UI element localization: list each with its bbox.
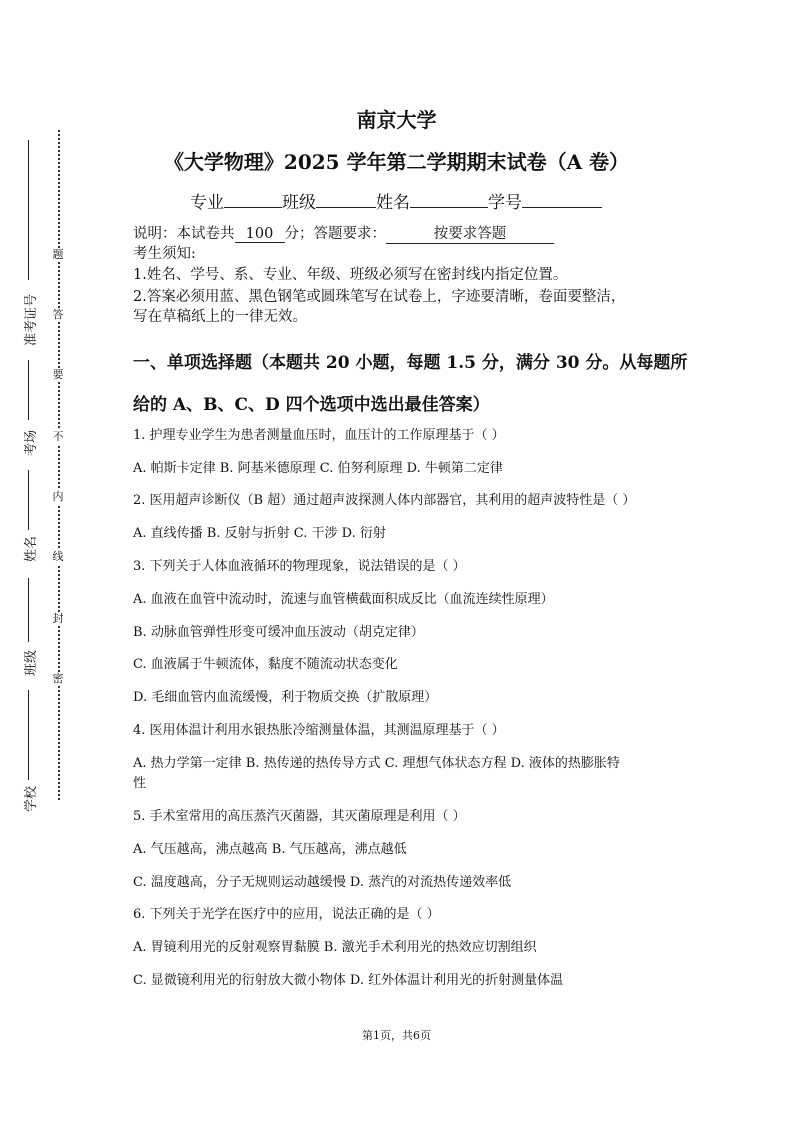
question-stem: 1. 护理专业学生为患者测量血压时，血压计的工作原理基于（ ） — [133, 428, 505, 443]
student-id-blank[interactable] — [522, 191, 602, 208]
page-footer: 第1页，共6页 — [362, 1029, 431, 1042]
exam-instructions — [133, 222, 554, 244]
seal-char: 题 — [52, 248, 64, 261]
question-options: A. 直线传播 B. 反射与折射 C. 干涉 D. 衍射 — [133, 526, 386, 541]
total-score: 100 — [235, 226, 285, 243]
seal-char: 密 — [52, 672, 64, 685]
seal-char: 内 — [52, 490, 64, 503]
binding-blank-name[interactable] — [28, 470, 29, 530]
question-stem: 5. 手术室常用的高压蒸汽灭菌器，其灭菌原理是利用（ ） — [133, 809, 466, 824]
binding-blank-class[interactable] — [28, 578, 29, 642]
seal-char: 线 — [52, 550, 64, 563]
student-info-row — [190, 188, 602, 213]
question-stem: 4. 医用体温计利用水银热胀冷缩测量体温，其测温原理基于（ ） — [133, 723, 505, 738]
question-options: A. 气压越高，沸点越高 B. 气压越高，沸点越低 — [133, 842, 407, 857]
answer-requirement: 按要求答题 — [386, 222, 554, 244]
question-options: C. 血液属于牛顿流体，黏度不随流动状态变化 — [133, 657, 398, 672]
info-label-class: 班级 — [282, 193, 316, 213]
binding-blank-exam-room[interactable] — [28, 360, 29, 420]
question-options: A. 帕斯卡定律 B. 阿基米德原理 C. 伯努利原理 D. 牛顿第二定律 — [133, 461, 503, 476]
question-options: A. 胃镜利用光的反射观察胃黏膜 B. 激光手术利用光的热效应切割组织 — [133, 940, 537, 955]
info-label-student-id: 学号 — [488, 193, 522, 213]
binding-label-name: 姓名 — [24, 535, 39, 562]
question-options: C. 温度越高，分子无规则运动越缓慢 D. 蒸汽的对流热传递效率低 — [133, 875, 512, 890]
notice-title: 考生须知: — [133, 246, 196, 262]
section-title: 一、单项选择题（本题共 20 小题，每题 1.5 分，满分 30 分。从每题所 — [133, 353, 688, 373]
notice-item-2: 2.答案必须用蓝、黑色钢笔或圆珠笔写在试卷上，字迹要清晰，卷面要整洁， — [133, 289, 626, 305]
section-title-cont: 给的 A、B、C、D 四个选项中选出最佳答案） — [133, 395, 490, 415]
binding-label-exam-room: 考场 — [24, 429, 39, 456]
question-options-cont: 性 — [133, 776, 147, 791]
question-options: B. 动脉血管弹性形变可缓冲血压波动（胡克定律） — [133, 625, 424, 640]
seal-char: 要 — [52, 368, 64, 381]
class-blank[interactable] — [316, 191, 376, 208]
seal-char: 不 — [52, 430, 64, 443]
binding-blank-school[interactable] — [28, 690, 29, 780]
major-blank[interactable] — [224, 191, 282, 208]
intro-prefix: 说明：本试卷共 — [133, 226, 235, 242]
question-options: A. 血液在血管中流动时，流速与血管横截面积成反比（血流连续性原理） — [133, 592, 554, 607]
question-stem: 2. 医用超声诊断仪（B 超）通过超声波探测人体内部器官，其利用的超声波特性是（ ） — [133, 493, 636, 508]
question-options: C. 显微镜利用光的衍射放大微小物体 D. 红外体温计利用光的折射测量体温 — [133, 973, 564, 988]
score-unit: 分；答题要求： — [284, 226, 386, 242]
notice-item-1: 1.姓名、学号、系、专业、年级、班级必须写在密封线内指定位置。 — [133, 267, 568, 283]
seal-char: 答 — [52, 308, 64, 321]
exam-title: 《大学物理》2025 学年第二学期期末试卷（A 卷） — [163, 150, 630, 174]
info-label-major: 专业 — [190, 193, 224, 213]
binding-label-exam-number: 准考证号 — [24, 293, 39, 346]
question-options: D. 毛细血管内血流缓慢，利于物质交换（扩散原理） — [133, 690, 438, 705]
binding-label-school: 学校 — [24, 785, 39, 812]
seal-char: 封 — [52, 612, 64, 625]
question-stem: 3. 下列关于人体血液循环的物理现象，说法错误的是（ ） — [133, 559, 466, 574]
notice-item-2-cont: 写在草稿纸上的一律无效。 — [133, 309, 307, 325]
binding-label-class: 班级 — [24, 649, 39, 676]
question-stem: 6. 下列关于光学在医疗中的应用，说法正确的是（ ） — [133, 907, 440, 922]
name-blank[interactable] — [410, 191, 488, 208]
question-options: A. 热力学第一定律 B. 热传递的热传导方式 C. 理想气体状态方程 D. 液体的热膨胀特 — [133, 756, 620, 771]
info-label-name: 姓名 — [376, 193, 410, 213]
school-name: 南京大学 — [356, 108, 437, 132]
seal-dotted-line — [58, 130, 60, 800]
